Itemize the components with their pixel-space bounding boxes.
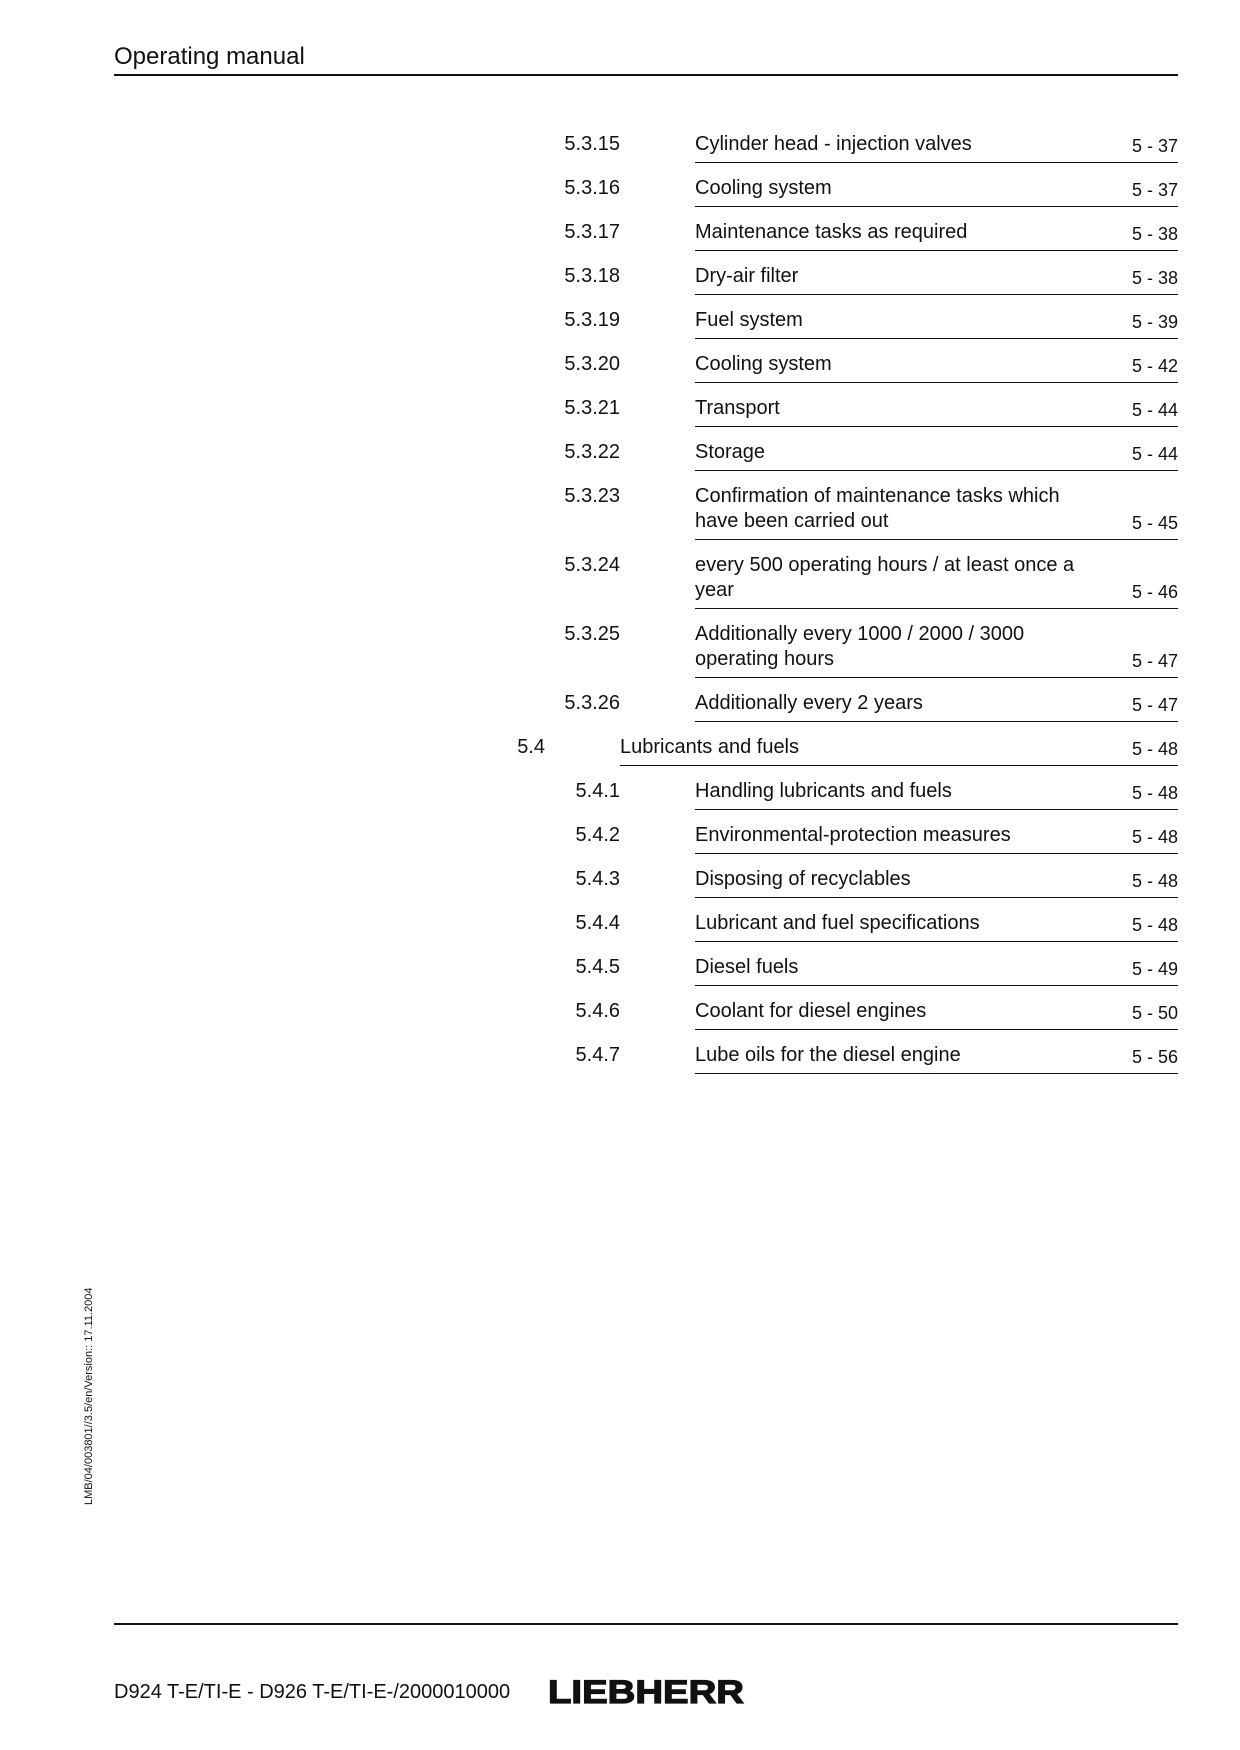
toc-entry-number: 5.4.6 (575, 1000, 620, 1022)
toc-entry-title (695, 352, 832, 377)
toc-entry-title (695, 308, 803, 333)
toc-entry-title-line: have been carried out (695, 510, 889, 532)
toc-entry-number: 5.4.5 (575, 956, 620, 978)
toc-entry-number: 5.4.7 (575, 1044, 620, 1066)
toc-entry-page: 5 - 56 (1131, 1047, 1178, 1067)
toc-entry-title-line: Cylinder head - injection valves (695, 133, 972, 155)
toc-entry-page: 5 - 48 (1131, 871, 1178, 891)
toc-entry-page: 5 - 44 (1131, 444, 1178, 464)
toc-entry-title (695, 823, 1011, 848)
toc-entry-page: 5 - 48 (1131, 739, 1178, 759)
toc-entry-page: 5 - 48 (1131, 827, 1178, 847)
toc-entry-number: 5.3.19 (564, 309, 620, 331)
toc-entry-number: 5.4.1 (575, 780, 620, 802)
toc-entry-number: 5.3.18 (564, 265, 620, 287)
toc-entry-title (695, 264, 798, 289)
toc-entry-title-line: Handling lubricants and fuels (695, 780, 952, 802)
toc-entry-underline (695, 809, 1178, 810)
toc-entry-number: 5.3.21 (564, 397, 620, 419)
toc-entry-underline (695, 1073, 1178, 1074)
toc-entry-underline (695, 426, 1178, 427)
toc-entry-title (695, 779, 952, 804)
toc-entry-title-line: Diesel fuels (695, 956, 799, 978)
toc-entry-underline (695, 382, 1178, 383)
toc-entry-page: 5 - 50 (1131, 1003, 1178, 1023)
toc-entry-page: 5 - 47 (1131, 695, 1178, 715)
toc-entry-title (695, 176, 832, 201)
toc-entry-number: 5.3.23 (564, 485, 620, 507)
toc-entry-page: 5 - 38 (1131, 224, 1178, 244)
toc-entry-page: 5 - 37 (1131, 136, 1178, 156)
toc-entry-title (695, 396, 780, 421)
footer-model-text: D924 T-E/TI-E - D926 T-E/TI-E-/2000010000 (114, 1681, 511, 1703)
toc-entry-number: 5.3.22 (564, 441, 620, 463)
toc-entry-underline (695, 539, 1178, 540)
liebherr-logo-mark (548, 1676, 748, 1708)
toc-entry-number: 5.3.15 (564, 133, 620, 155)
toc-entry-title-line: Additionally every 2 years (695, 692, 923, 714)
toc-entry-page: 5 - 37 (1131, 180, 1178, 200)
toc-entry-underline (695, 162, 1178, 163)
footer-rule (114, 1623, 1178, 1625)
liebherr-logo-text: LIEBHERR (548, 1676, 744, 1708)
toc-entry-underline (695, 1029, 1178, 1030)
toc-entry-number: 5.3.16 (564, 177, 620, 199)
toc-entry-number: 5.3.20 (564, 353, 620, 375)
toc-entry-title-line: Maintenance tasks as required (695, 221, 968, 243)
toc-entry-title (695, 440, 765, 465)
toc-entry-underline (695, 338, 1178, 339)
toc-entry-title-line: Disposing of recyclables (695, 868, 911, 890)
toc-entry-title-line: Additionally every 1000 / 2000 / 3000 (695, 623, 1025, 645)
toc-entry-underline (695, 470, 1178, 471)
toc-entry-title (695, 911, 980, 936)
toc-entry-title-line: Environmental-protection measures (695, 824, 1011, 846)
toc-entry-title-line: Coolant for diesel engines (695, 1000, 927, 1022)
toc-entry-title (695, 484, 1060, 534)
toc-entry-title-line: Cooling system (695, 353, 832, 375)
toc-entry-number: 5.4.2 (575, 824, 620, 846)
toc-entry-title (695, 1043, 961, 1068)
toc-entry-underline (695, 897, 1178, 898)
toc-entry-title-line: operating hours (695, 648, 834, 670)
toc-entry-underline (695, 853, 1178, 854)
toc-entry-title-line: Transport (695, 397, 780, 419)
toc-entry-title (695, 553, 1074, 603)
page-title: Operating manual (114, 43, 305, 70)
toc-entry-title (695, 220, 967, 245)
toc-entry-underline (695, 941, 1178, 942)
toc-entry-page: 5 - 44 (1131, 400, 1178, 420)
toc-entry-title (695, 999, 926, 1024)
toc-entry-page: 5 - 45 (1131, 513, 1178, 533)
toc-entry-page: 5 - 38 (1131, 268, 1178, 288)
toc-entry-underline (620, 765, 1178, 766)
toc-entry-title (695, 691, 923, 716)
toc-entry-title (695, 622, 1024, 672)
header-rule (114, 74, 1178, 76)
toc-entry-underline (695, 677, 1178, 678)
liebherr-logo (548, 1676, 748, 1713)
toc-entry-underline (695, 206, 1178, 207)
toc-entry-title-line: Lube oils for the diesel engine (695, 1044, 961, 1066)
toc-entry-title-line: Storage (695, 441, 766, 463)
toc-entry-number: 5.3.24 (564, 554, 620, 576)
toc-entry-title-line: Lubricants and fuels (620, 736, 800, 758)
toc-entry-title-line: year (695, 579, 734, 601)
toc-entry-title-line: Lubricant and fuel specifications (695, 912, 980, 934)
toc-entry-number: 5.3.26 (564, 692, 620, 714)
toc-entry-page: 5 - 49 (1131, 959, 1178, 979)
toc-entry-page: 5 - 48 (1131, 783, 1178, 803)
toc-entry-title (695, 867, 911, 892)
toc-entry-page: 5 - 48 (1131, 915, 1178, 935)
toc-entry-underline (695, 250, 1178, 251)
toc-entry-title-line: every 500 operating hours / at least once a (695, 554, 1075, 576)
toc-entry-underline (695, 608, 1178, 609)
toc-entry-title (620, 735, 799, 760)
toc-entry-title-line: Dry-air filter (695, 265, 799, 287)
toc-entry-number: 5.4.4 (575, 912, 620, 934)
document-version-note: LMB/04/003801//3.5/en/Version:: 17.11.2004 (83, 1287, 95, 1505)
toc-entry-page: 5 - 42 (1131, 356, 1178, 376)
toc-entry-title (695, 132, 972, 157)
toc-entry-underline (695, 294, 1178, 295)
toc-entry-title-line: Confirmation of maintenance tasks which (695, 485, 1060, 507)
toc-entry-page: 5 - 47 (1131, 651, 1178, 671)
toc-entry-title (695, 955, 798, 980)
toc-entry-title-line: Cooling system (695, 177, 832, 199)
toc-entry-title-line: Fuel system (695, 309, 803, 331)
toc-entry-number: 5.3.17 (564, 221, 620, 243)
toc-entry-page: 5 - 46 (1131, 582, 1178, 602)
toc-entry-number: 5.3.25 (564, 623, 620, 645)
toc-entry-underline (695, 985, 1178, 986)
toc-entry-underline (695, 721, 1178, 722)
toc-entry-number: 5.4.3 (575, 868, 620, 890)
toc-entry-page: 5 - 39 (1131, 312, 1178, 332)
toc-entry-number: 5.4 (517, 736, 545, 758)
